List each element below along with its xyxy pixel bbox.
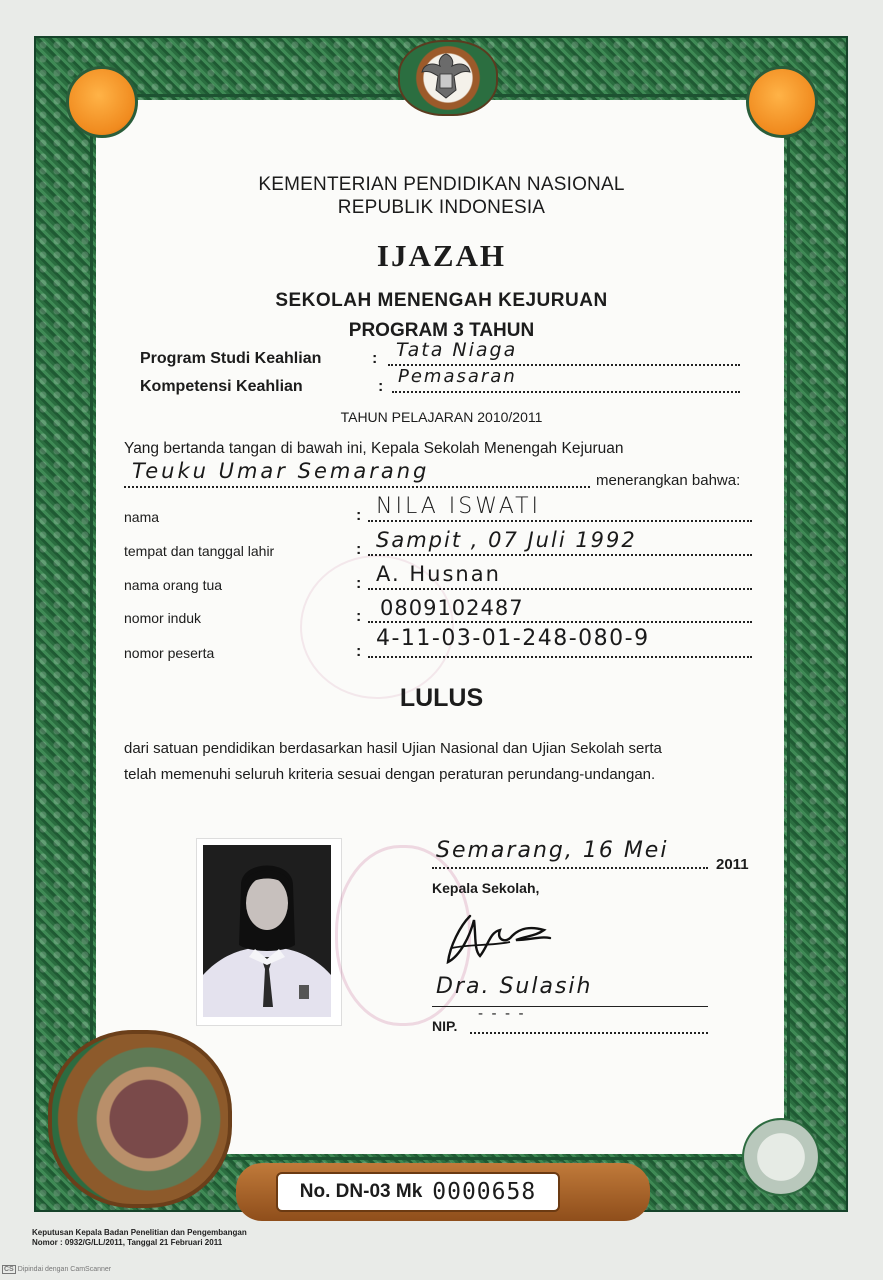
school-year: TAHUN PELAJARAN 2010/2011: [340, 409, 543, 425]
student-id-label: nomor induk: [124, 610, 202, 626]
student-portrait-icon: [203, 845, 331, 1017]
birth-label: tempat dan tanggal lahir: [124, 543, 275, 559]
colon: :: [356, 541, 362, 558]
decree-footnote: [32, 1228, 247, 1248]
dotted-line: [368, 520, 752, 522]
study-program-value: Tata Niaga: [396, 339, 518, 361]
exam-number-label: nomor peserta: [124, 645, 215, 661]
program-duration: PROGRAM 3 TAHUN: [348, 320, 535, 341]
certificate-number-value: 0000658: [432, 1179, 537, 1205]
hologram-seal: [48, 1030, 232, 1208]
signature-line: [432, 1006, 708, 1007]
colon: :: [372, 350, 378, 367]
parent-value: A. Husnan: [376, 562, 501, 586]
place-date-value: Semarang, 16 Mei: [436, 838, 669, 863]
result-line-1: dari satuan pendidikan berdasarkan hasil Ujian Nasional dan Ujian Sekolah serta: [124, 740, 662, 757]
statement-intro: Yang bertanda tangan di bawah ini, Kepala Sekolah Menengah Kejuruan: [124, 440, 624, 457]
school-name-value: Teuku Umar Semarang: [132, 459, 430, 483]
signer-role: Kepala Sekolah,: [432, 880, 540, 896]
ministry-line-1: KEMENTERIAN PENDIDIKAN NASIONAL: [258, 174, 625, 195]
result-status: LULUS: [399, 684, 484, 712]
result-line-2: telah memenuhi seluruh kriteria sesuai dengan peraturan perundang-undangan.: [124, 766, 656, 783]
ministry-heading: [0, 173, 883, 219]
student-photo: [203, 845, 331, 1017]
competence-label: Kompetensi Keahlian: [140, 378, 303, 395]
study-program-label: Program Studi Keahlian: [140, 350, 322, 367]
round-security-seal: [742, 1118, 820, 1196]
scanner-text: Dipindai dengan CamScanner: [17, 1266, 112, 1273]
dotted-line: [368, 656, 752, 658]
competence-value: Pemasaran: [398, 366, 517, 387]
signer-name-value: Dra. Sulasih: [436, 974, 593, 999]
name-label: nama: [124, 509, 160, 525]
footnote-line-1: Keputusan Kepala Badan Penelitian dan Pengembangan: [32, 1228, 247, 1237]
ministry-line-2: REPUBLIK INDONESIA: [337, 197, 546, 218]
headmaster-signature-icon: [440, 906, 560, 970]
declares-label: menerangkan bahwa:: [596, 472, 741, 489]
colon: :: [356, 608, 362, 625]
nip-value: - - - -: [478, 1006, 526, 1022]
scanner-watermark: [2, 1266, 111, 1273]
signature-year: 2011: [716, 856, 749, 873]
colon: :: [356, 575, 362, 592]
dotted-line: [432, 867, 708, 869]
footnote-line-2: Nomor : 0932/G/LL/2011, Tanggal 21 Februari 2011: [32, 1238, 223, 1247]
colon: :: [378, 378, 384, 395]
exam-number-value: 4-11-03-01-248-080-9: [376, 626, 650, 651]
nip-label: NIP.: [432, 1018, 458, 1034]
dotted-line: [368, 621, 752, 623]
scanner-badge: CS: [4, 1266, 14, 1273]
garuda-emblem-icon: [418, 50, 474, 102]
dotted-line: [124, 486, 590, 488]
corner-ornament-top-right: [746, 66, 818, 138]
dotted-line: [470, 1032, 708, 1034]
dotted-line: [392, 391, 740, 393]
birth-value: Sampit , 07 Juli 1992: [376, 528, 637, 552]
certificate-title: IJAZAH: [376, 238, 507, 273]
dotted-line: [368, 588, 752, 590]
student-name-value: NILA ISWATI: [376, 494, 542, 519]
parent-label: nama orang tua: [124, 577, 223, 593]
dotted-line: [368, 554, 752, 556]
corner-ornament-top-left: [66, 66, 138, 138]
colon: :: [356, 643, 362, 660]
certificate-number-box: [276, 1172, 560, 1212]
certificate-number-prefix: No. DN-03 Mk: [299, 1181, 423, 1202]
school-type: SEKOLAH MENENGAH KEJURUAN: [275, 290, 608, 311]
student-id-value: 0809102487: [380, 596, 524, 620]
colon: :: [356, 507, 362, 524]
